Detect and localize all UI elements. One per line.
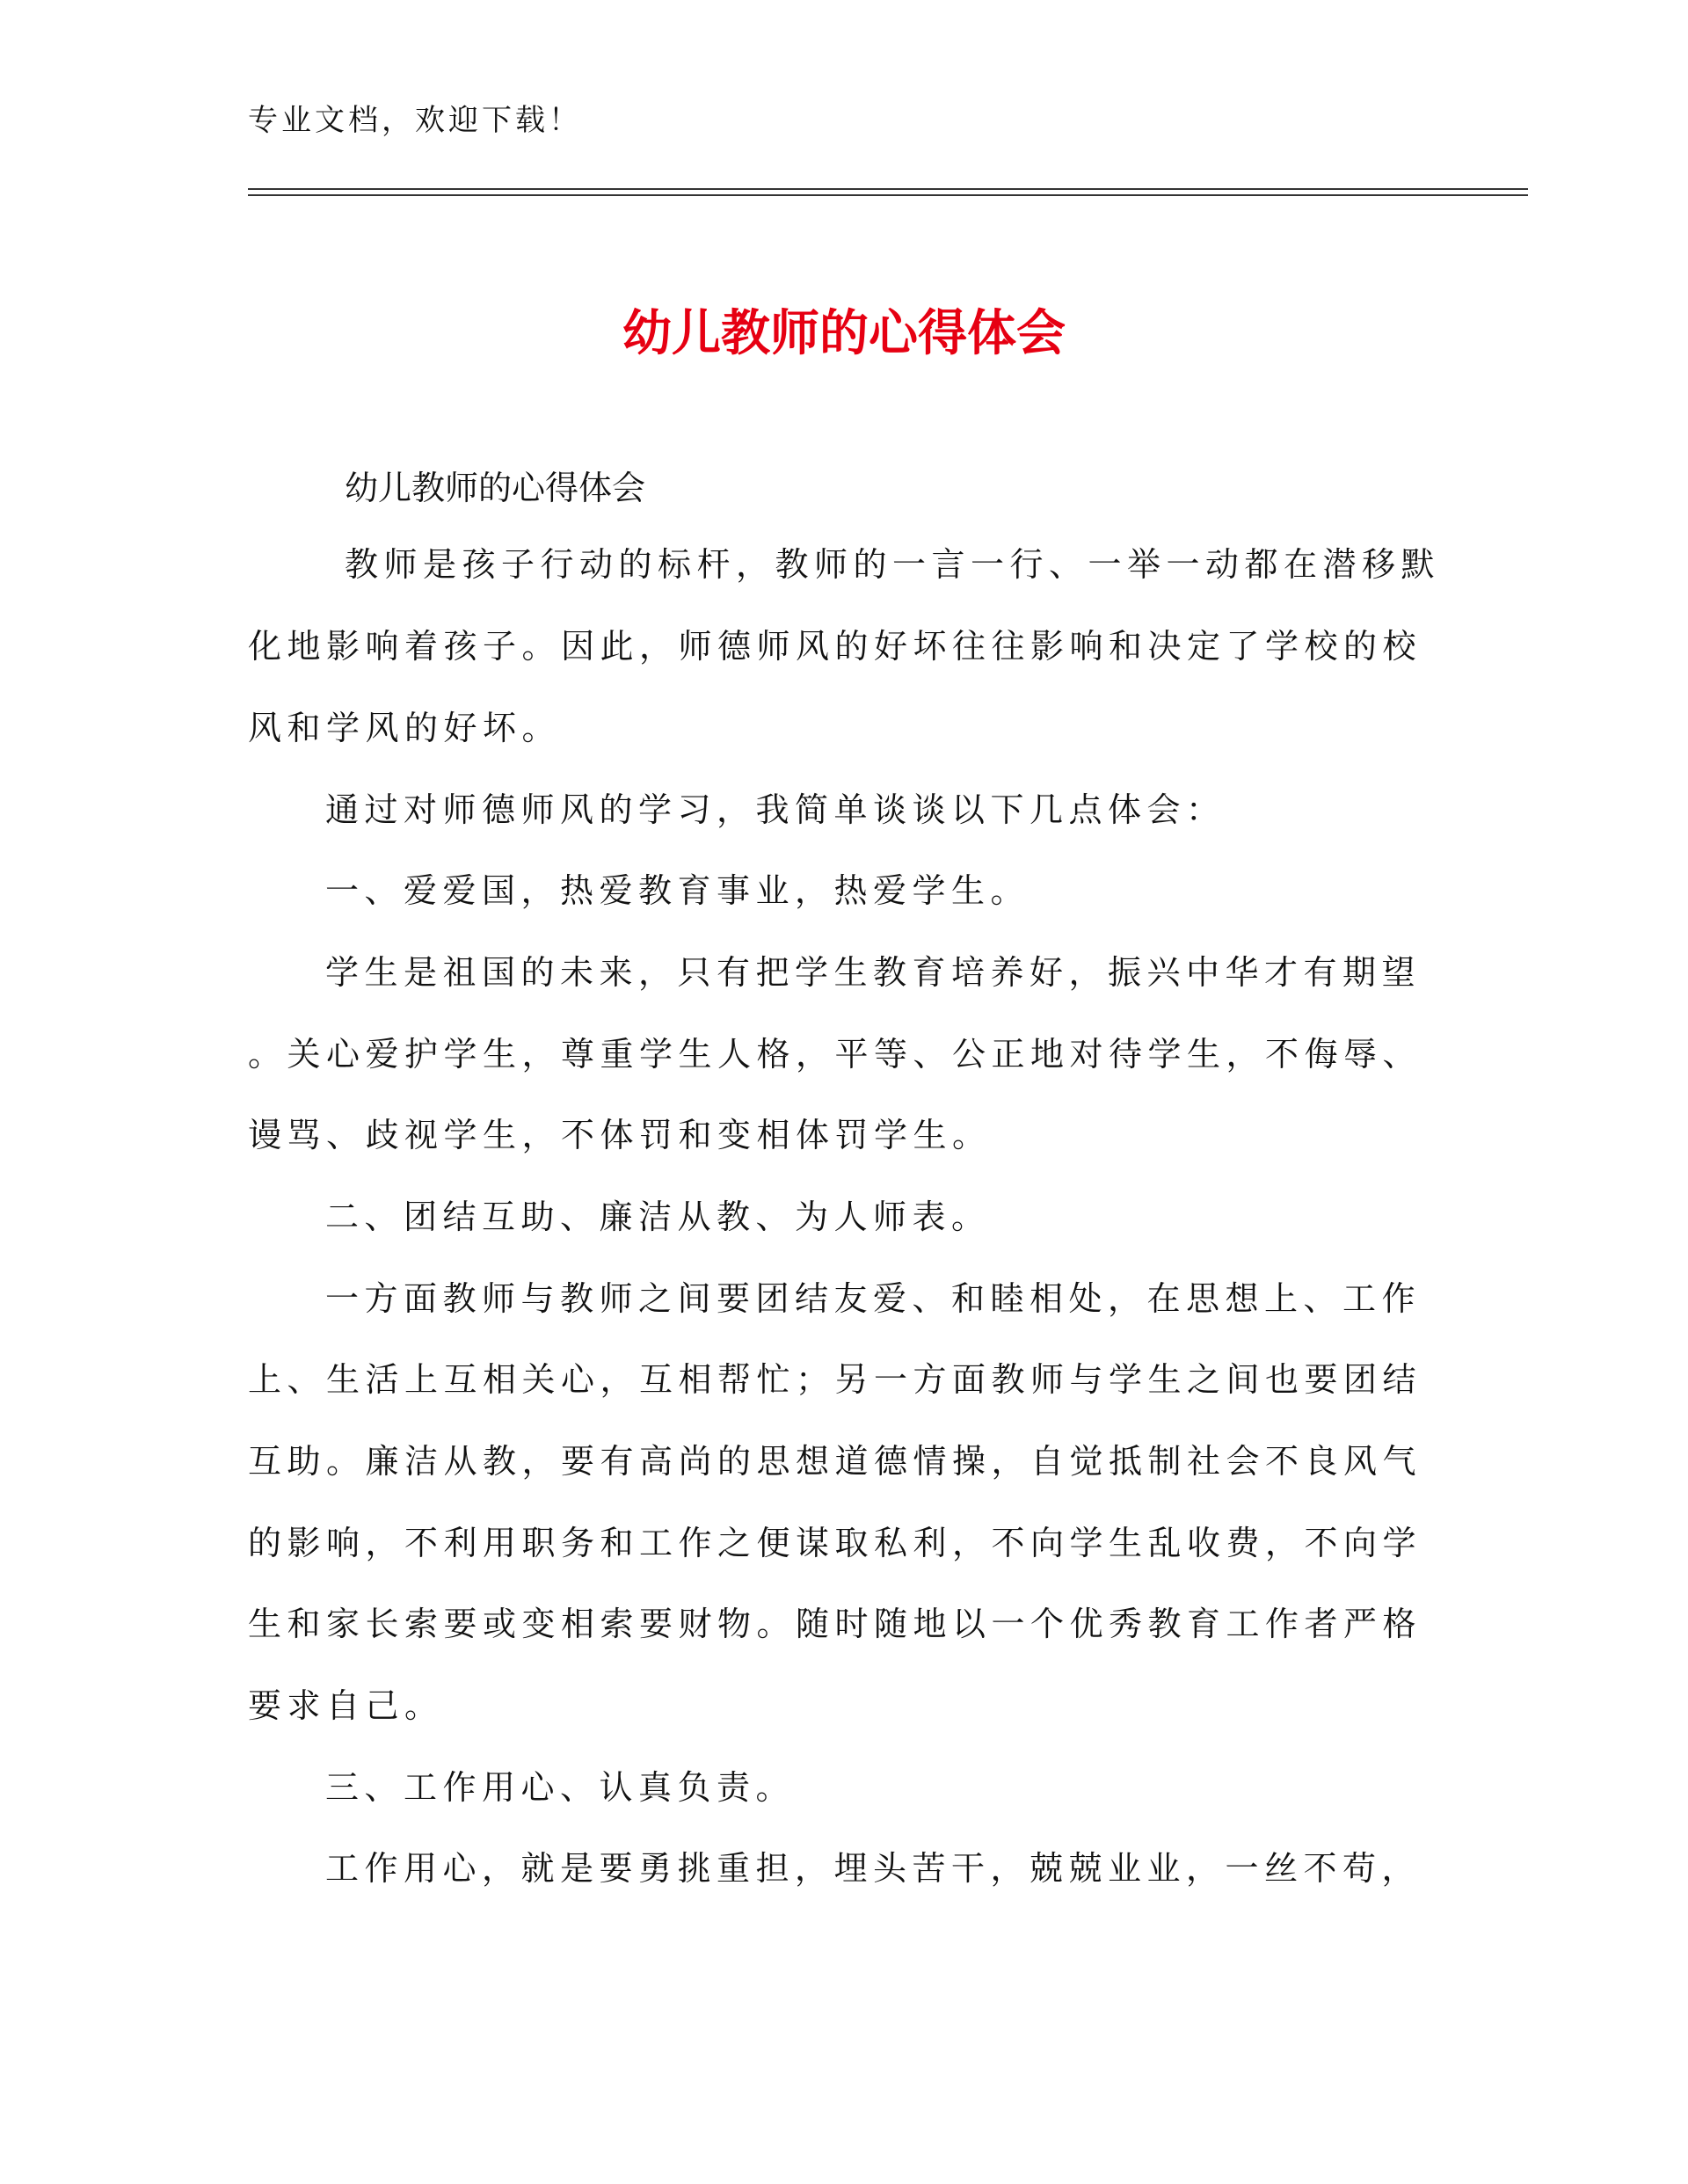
body-line: 学生是祖国的未来，只有把学生教育培养好，振兴中华才有期望 bbox=[325, 953, 1422, 992]
document-title: 幼儿教师的心得体会 bbox=[622, 305, 1066, 362]
body-line: 的影响，不利用职务和工作之便谋取私利，不向学生乱收费，不向学 bbox=[248, 1524, 1422, 1562]
body-line: 生和家长索要或变相索要财物。随时随地以一个优秀教育工作者严格 bbox=[248, 1605, 1422, 1643]
header-rule-bottom bbox=[248, 194, 1528, 196]
body-line: 风和学风的好坏。 bbox=[248, 709, 562, 747]
body-line: 。关心爱护学生，尊重学生人格，平等、公正地对待学生，不侮辱、 bbox=[248, 1035, 1422, 1074]
body-line: 谩骂、歧视学生，不体罚和变相体罚学生。 bbox=[248, 1116, 992, 1154]
body-line: 三、工作用心、认真负责。 bbox=[325, 1768, 796, 1807]
body-line: 互助。廉洁从教，要有高尚的思想道德情操，自觉抵制社会不良风气 bbox=[248, 1442, 1422, 1481]
body-line: 教师是孩子行动的标杆，教师的一言一行、一举一动都在潜移默 bbox=[345, 545, 1441, 584]
body-line: 二、团结互助、廉洁从教、为人师表。 bbox=[325, 1198, 991, 1236]
body-line: 一、爱爱国，热爱教育事业，热爱学生。 bbox=[325, 871, 1030, 910]
document-subtitle: 幼儿教师的心得体会 bbox=[345, 469, 646, 507]
body-line: 要求自己。 bbox=[248, 1686, 444, 1725]
header-rule-top bbox=[248, 188, 1528, 190]
body-line: 上、生活上互相关心，互相帮忙；另一方面教师与学生之间也要团结 bbox=[248, 1360, 1422, 1399]
body-line: 通过对师德师风的学习，我简单谈谈以下几点体会： bbox=[325, 790, 1226, 829]
body-line: 化地影响着孩子。因此，师德师风的好坏往往影响和决定了学校的校 bbox=[248, 627, 1422, 666]
header-text: 专业文档，欢迎下载！ bbox=[248, 103, 582, 138]
body-line: 工作用心，就是要勇挑重担，埋头苦干，兢兢业业，一丝不苟， bbox=[325, 1849, 1422, 1888]
body-line: 一方面教师与教师之间要团结友爱、和睦相处，在思想上、工作 bbox=[325, 1279, 1422, 1318]
